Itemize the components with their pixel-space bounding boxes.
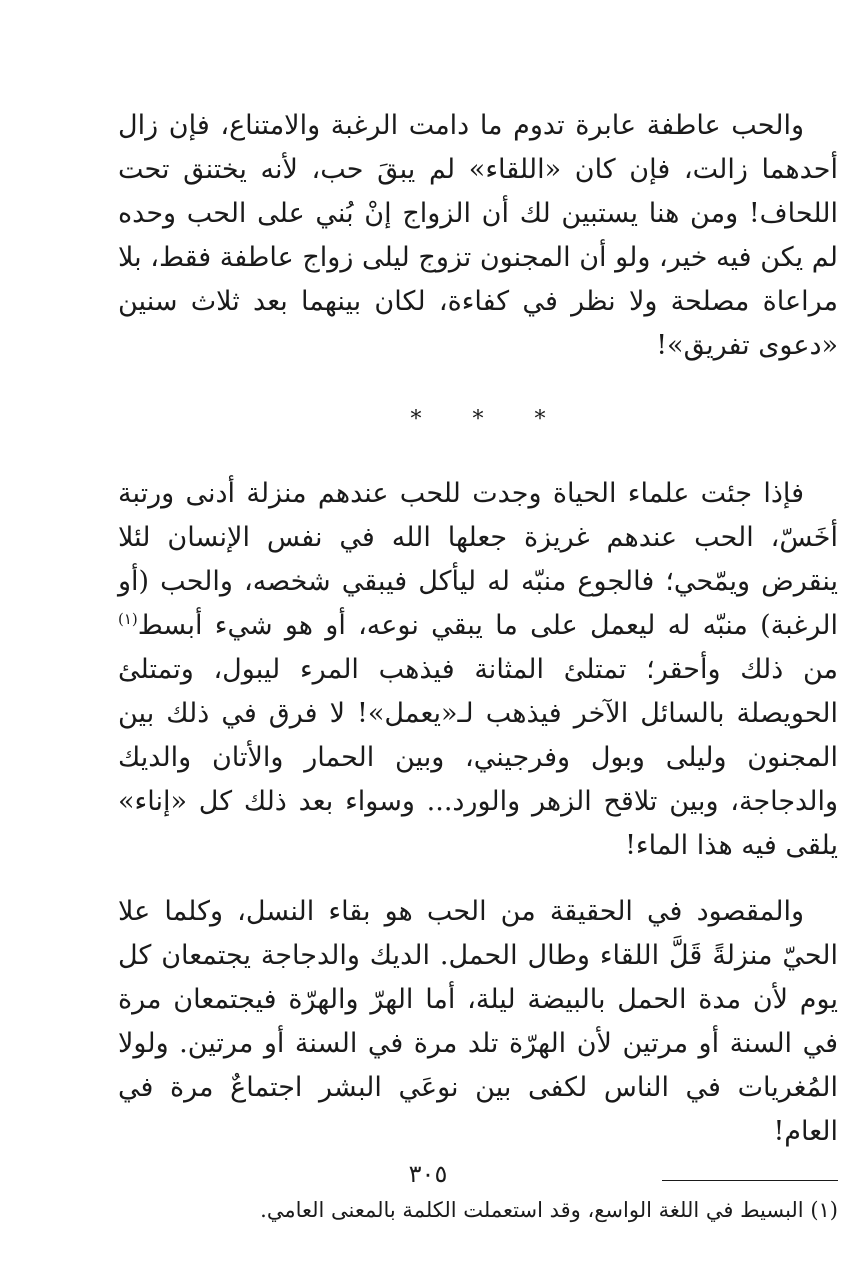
paragraph-love-transient: والحب عاطفة عابرة تدوم ما دامت الرغبة والامتناع، فإن زال أحدهما زالت، فإن كان «اللقاء» لم يبقَ حب، لأنه يختنق تحت اللحاف! ومن هنا يستبين لك أن الزواج إنْ بُني على الحب وحده لم يكن فيه خير، ولو أن المجنون تزوج ليلى زواج عاطفة فقط، بلا مراعاة مصلحة ولا نظر في كفاءة، لكان بينهما بعد ثلاث سنين «دعوى تفريق»! (118, 110, 838, 361)
page-number: ٣٠٥ (408, 1160, 448, 1188)
paragraph-purpose-of-love: والمقصود في الحقيقة من الحب هو بقاء النسل، وكلما علا الحيّ منزلةً قَلَّ اللقاء وطال الحمل. الديك والدجاجة يجتمعان كل يوم لأن مدة الحمل بالبيضة ليلة، أما الهرّ والهرّة فيجتمعان مرة في السنة أو مرتين لأن الهرّة تلد مرة في السنة أو مرتين. ولولا المُغريات في الناس لكفى بين نوعَي البشر اجتماعٌ مرة في العام! (118, 896, 838, 1147)
page-body (118, 104, 838, 1227)
section-separator: * * * (410, 407, 568, 432)
paragraph-biologists-view (118, 472, 838, 868)
footnote-reference[interactable]: (١) (118, 610, 138, 628)
paragraph-text-before-footnote-ref: فإذا جئت علماء الحياة وجدت للحب عندهم منزلة أدنى ورتبة أخَسّ، الحب عندهم غريزة جعلها الله في نفس الإنسان لئلا ينقرض ويمّحي؛ فالجوع منبّه له ليأكل فيبقي شخصه، والحب (أو الرغبة) منبّه له ليعمل على ما يبقي نوعه، أو هو شيء أبسط (118, 478, 838, 641)
footnote: (١) البسيط في اللغة الواسع، وقد استعملت الكلمة بالمعنى العامي. (260, 1198, 838, 1222)
paragraph-text-after-footnote-ref: من ذلك وأحقر؛ تمتلئ المثانة فيذهب المرء ليبول، وتمتلئ الحويصلة بالسائل الآخر فيذهب لـ«يعمل»! لا فرق في ذلك بين المجنون وليلى وبول وفرجيني، وبين الحمار والأتان والديك والدجاجة، وبين تلاقح الزهر والورد... وسواء بعد ذلك كل «إناء» يلقى فيه هذا الماء! (118, 654, 838, 861)
